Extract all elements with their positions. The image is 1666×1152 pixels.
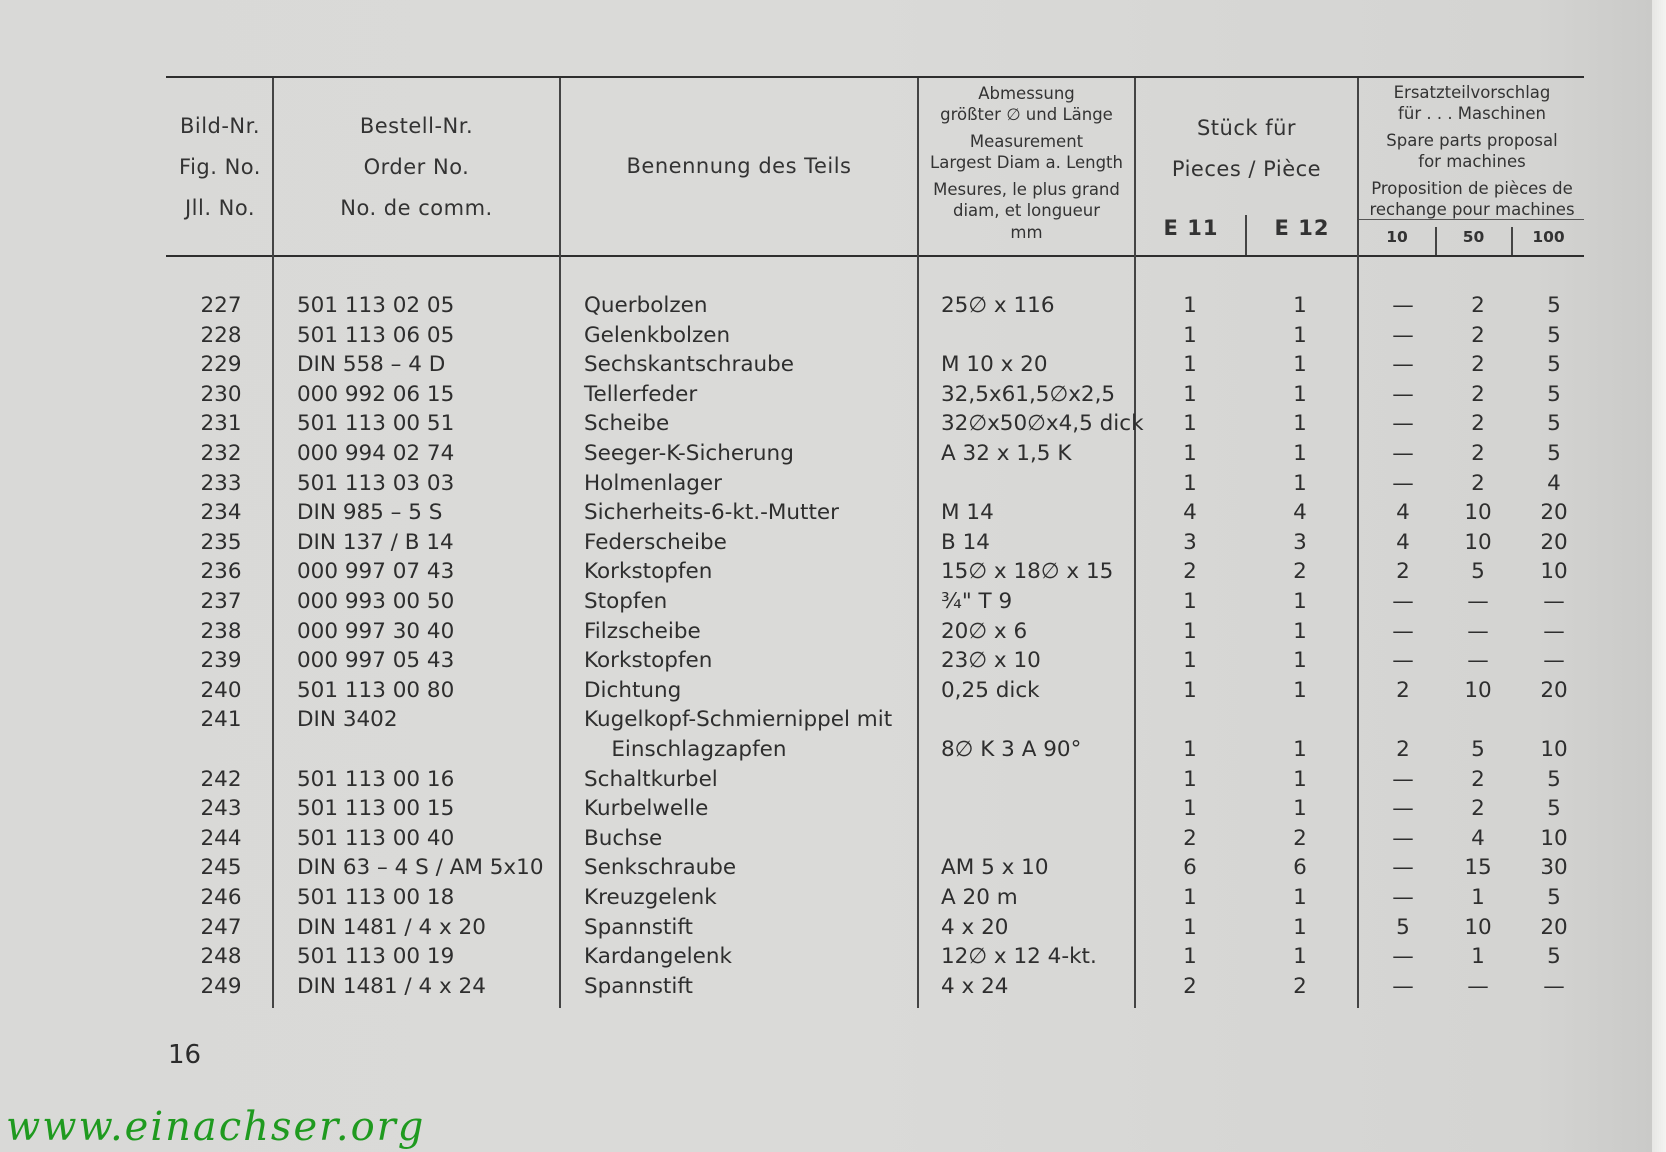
header-e11: E 11 [1163,216,1219,240]
proposal-50: — [1467,648,1489,674]
qty-e11: 1 [1183,618,1197,644]
qty-e12: 1 [1293,677,1307,703]
header-meas-unit: mm [1010,223,1043,242]
fig-no: 242 [200,766,242,792]
qty-e12: 3 [1293,529,1307,555]
proposal-100: 5 [1547,766,1561,792]
qty-e12: 1 [1293,411,1307,437]
qty-e11: 1 [1183,766,1197,792]
proposal-50: 2 [1471,411,1485,437]
proposal-100: 20 [1540,529,1568,555]
qty-e11: 1 [1183,737,1197,762]
table-row [0,350,1666,380]
part-name: Querbolzen [584,293,708,318]
header-rule [166,255,1584,257]
qty-e12: 1 [1293,381,1307,407]
qty-e11: 1 [1183,352,1197,378]
header-proposal [1359,83,1585,220]
qty-e12: 1 [1293,885,1307,910]
part-name: Sechskantschraube [584,352,794,378]
proposal-50: 2 [1471,470,1485,496]
order-no: 000 997 05 43 [297,648,455,674]
measurement: M 10 x 20 [941,352,1048,378]
fig-no: 230 [200,381,242,407]
proposal-10: — [1392,973,1414,999]
table-row [0,646,1666,676]
qty-e12: 1 [1293,766,1307,792]
table-row [0,853,1666,883]
table-row [0,617,1666,647]
proposal-100: 5 [1547,381,1561,407]
header-p10: 10 [1386,228,1408,246]
qty-e12: 1 [1293,322,1307,348]
table-row [0,676,1666,706]
qty-e12: 1 [1293,589,1307,614]
part-name: Kardangelenk [584,944,732,970]
proposal-100: 5 [1547,885,1561,910]
order-no: DIN 1481 / 4 x 20 [297,914,486,940]
proposal-50: 2 [1471,352,1485,378]
table-row [0,705,1666,735]
part-name: Schaltkurbel [584,766,718,792]
measurement: ¾" T 9 [941,589,1013,614]
part-name: Korkstopfen [584,648,713,674]
qty-e11: 1 [1183,589,1197,614]
measurement: 4 x 20 [941,914,1009,940]
header-meas-en-1: Measurement [969,132,1084,151]
proposal-10: — [1392,648,1414,674]
header-order [274,106,559,229]
fig-no: 235 [200,529,242,555]
fig-no: 234 [200,500,242,526]
proposal-50: — [1467,618,1489,644]
qty-e11: 2 [1183,825,1197,851]
order-no: DIN 1481 / 4 x 24 [297,973,486,999]
header-pieces-en-fr: Pieces / Pièce [1171,157,1322,181]
qty-e11: 1 [1183,411,1197,437]
fig-no: 228 [200,322,242,348]
qty-e11: 1 [1183,381,1197,407]
table-row [0,439,1666,469]
proposal-10: — [1392,352,1414,378]
table-row [0,409,1666,439]
qty-e12: 1 [1293,914,1307,940]
top-rule [166,76,1584,78]
watermark-link[interactable]: www.einachser.org [6,1104,426,1150]
qty-e11: 1 [1183,293,1197,318]
header-proposal-de-2: für . . . Maschinen [1398,103,1546,123]
order-no: 501 113 00 15 [297,796,455,822]
part-name: Spannstift [584,914,693,940]
header-meas-en-2: Largest Diam a. Length [930,152,1123,172]
fig-no: 248 [200,944,242,970]
fig-no: 245 [200,855,242,881]
fig-no: 229 [200,352,242,378]
part-name: Dichtung [584,677,682,703]
fig-no: 246 [200,885,242,910]
proposal-50: 15 [1464,855,1492,881]
proposal-10: — [1392,618,1414,644]
proposal-10: — [1392,293,1414,318]
qty-e12: 1 [1293,293,1307,318]
part-name: Spannstift [584,973,693,999]
measurement: AM 5 x 10 [941,855,1049,881]
order-no: 501 113 03 03 [297,470,455,496]
proposal-50: 10 [1464,500,1492,526]
proposal-10: 2 [1396,677,1410,703]
header-fig-en: Fig. No. [179,155,261,179]
measurement: 23∅ x 10 [941,648,1041,674]
fig-no: 244 [200,825,242,851]
measurement: 32∅x50∅x4,5 dick [941,411,1144,437]
table-row [0,942,1666,972]
qty-e12: 1 [1293,796,1307,822]
header-p100: 100 [1532,228,1565,246]
proposal-50: 2 [1471,322,1485,348]
order-no: 501 113 06 05 [297,322,455,348]
table-row [0,913,1666,943]
header-fig [168,106,272,229]
qty-e11: 2 [1183,973,1197,999]
proposal-10: — [1392,855,1414,881]
proposal-10: 5 [1396,914,1410,940]
measurement: 0,25 dick [941,677,1040,703]
measurement: 4 x 24 [941,973,1009,999]
qty-e11: 1 [1183,796,1197,822]
proposal-100: 4 [1547,470,1561,496]
qty-e12: 1 [1293,441,1307,466]
qty-e11: 4 [1183,500,1197,526]
proposal-50: 5 [1471,737,1485,762]
proposal-100: 20 [1540,500,1568,526]
proposal-100: — [1543,589,1565,614]
order-no: DIN 558 – 4 D [297,352,446,378]
fig-no: 227 [200,293,242,318]
fig-no: 247 [200,914,242,940]
part-name: Kugelkopf-Schmiernippel mit [584,707,893,733]
proposal-10: — [1392,381,1414,407]
proposal-50: — [1467,973,1489,999]
measurement: A 20 m [941,885,1018,910]
qty-e11: 1 [1183,470,1197,496]
proposal-100: 5 [1547,796,1561,822]
header-proposal-fr-1: Proposition de pièces de [1371,179,1573,198]
qty-e12: 6 [1293,855,1307,881]
proposal-50: 10 [1464,677,1492,703]
order-no: 000 997 07 43 [297,559,455,585]
table-row [0,735,1666,765]
part-name: Einschlagzapfen [584,737,787,762]
header-order-en: Order No. [363,155,470,179]
qty-e11: 3 [1183,529,1197,555]
fig-no: 232 [200,441,242,466]
part-name: Gelenkbolzen [584,322,731,348]
part-name: Sicherheits-6-kt.-Mutter [584,500,839,526]
table-row [0,824,1666,854]
order-no: DIN 63 – 4 S / AM 5x10 [297,855,544,881]
proposal-50: 2 [1471,766,1485,792]
proposal-10: — [1392,411,1414,437]
header-measurement [919,84,1134,244]
proposal-100: 5 [1547,322,1561,348]
qty-e11: 1 [1183,677,1197,703]
header-meas-de-2: größter ∅ und Länge [940,104,1113,124]
proposal-100: 5 [1547,441,1561,466]
measurement: 32,5x61,5∅x2,5 [941,381,1116,407]
table-row [0,469,1666,499]
table-row [0,291,1666,321]
part-name: Kreuzgelenk [584,885,717,910]
proposal-10: 4 [1396,529,1410,555]
order-no: 501 113 00 16 [297,766,455,792]
qty-e12: 4 [1293,500,1307,526]
proposal-50: 2 [1471,293,1485,318]
proposal-10: — [1392,766,1414,792]
proposal-100: 5 [1547,944,1561,970]
measurement: B 14 [941,529,990,555]
part-name: Stopfen [584,589,668,614]
proposal-10: — [1392,441,1414,466]
measurement: M 14 [941,500,994,526]
header-proposal-en-2: for machines [1418,151,1526,171]
table-row [0,557,1666,587]
qty-e12: 1 [1293,648,1307,674]
fig-no: 236 [200,559,242,585]
proposal-100: — [1543,648,1565,674]
proposal-100: 10 [1540,559,1568,585]
qty-e11: 2 [1183,559,1197,585]
proposal-10: 2 [1396,737,1410,762]
part-name: Scheibe [584,411,670,437]
table-row [0,321,1666,351]
proposal-50: 2 [1471,381,1485,407]
order-no: DIN 985 – 5 S [297,500,443,526]
qty-e12: 2 [1293,559,1307,585]
table-row [0,528,1666,558]
proposal-50: 5 [1471,559,1485,585]
table-row [0,498,1666,528]
fig-no: 240 [200,677,242,703]
fig-no: 237 [200,589,242,614]
part-name: Federscheibe [584,529,727,555]
order-no: 501 113 02 05 [297,293,455,318]
order-no: 501 113 00 18 [297,885,455,910]
table-row [0,765,1666,795]
measurement: A 32 x 1,5 K [941,441,1072,466]
header-pieces [1136,108,1357,190]
order-no: DIN 137 / B 14 [297,529,454,555]
order-no: 501 113 00 19 [297,944,455,970]
qty-e12: 1 [1293,352,1307,378]
proposal-10: 2 [1396,559,1410,585]
proposal-100: 20 [1540,677,1568,703]
table-row [0,794,1666,824]
proposal-100: — [1543,973,1565,999]
part-name: Seeger-K-Sicherung [584,441,794,466]
proposal-10: 4 [1396,500,1410,526]
qty-e11: 1 [1183,944,1197,970]
proposal-50: 4 [1471,825,1485,851]
fig-no: 233 [200,470,242,496]
proposal-50: 10 [1464,914,1492,940]
qty-e11: 6 [1183,855,1197,881]
header-proposal-fr-2: rechange pour machines [1369,199,1575,219]
proposal-10: — [1392,322,1414,348]
proposal-50: 10 [1464,529,1492,555]
proposal-100: 20 [1540,914,1568,940]
proposal-100: 10 [1540,737,1568,762]
part-name: Holmenlager [584,470,722,496]
qty-e11: 1 [1183,322,1197,348]
proposal-100: — [1543,618,1565,644]
page-number: 16 [168,1040,202,1070]
part-name: Senkschraube [584,855,737,881]
fig-no: 239 [200,648,242,674]
order-no: 501 113 00 51 [297,411,455,437]
header-order-de: Bestell-Nr. [359,114,474,138]
qty-e11: 1 [1183,648,1197,674]
order-no: 000 992 06 15 [297,381,455,407]
proposal-10: — [1392,470,1414,496]
header-fig-fr: Jll. No. [184,196,256,220]
qty-e12: 2 [1293,825,1307,851]
header-proposal-en-1: Spare parts proposal [1386,131,1558,150]
qty-e11: 1 [1183,885,1197,910]
table-row [0,972,1666,1002]
qty-e12: 1 [1293,470,1307,496]
proposal-50: 1 [1471,944,1485,970]
qty-e12: 1 [1293,618,1307,644]
qty-e11: 1 [1183,914,1197,940]
header-meas-de-1: Abmessung [978,84,1075,103]
part-name: Filzscheibe [584,618,701,644]
fig-no: 238 [200,618,242,644]
proposal-50: 2 [1471,441,1485,466]
measurement: 15∅ x 18∅ x 15 [941,559,1114,585]
order-no: 000 994 02 74 [297,441,455,466]
header-part-name: Benennung des Teils [626,154,852,178]
proposal-50: 1 [1471,885,1485,910]
order-no: 501 113 00 80 [297,677,455,703]
header-meas-fr-1: Mesures, le plus grand [933,180,1120,199]
proposal-50: 2 [1471,796,1485,822]
measurement: 12∅ x 12 4-kt. [941,944,1097,970]
proposal-100: 5 [1547,352,1561,378]
header-p50: 50 [1462,228,1485,246]
fig-no: 241 [200,707,242,733]
proposal-100: 5 [1547,293,1561,318]
header-meas-fr-2: diam, et longueur [952,200,1101,220]
order-no: 501 113 00 40 [297,825,455,851]
fig-no: 243 [200,796,242,822]
order-no: DIN 3402 [297,707,398,733]
header-fig-de: Bild-Nr. [179,114,261,138]
proposal-100: 10 [1540,825,1568,851]
proposal-100: 30 [1540,855,1568,881]
fig-no: 231 [200,411,242,437]
header-pieces-de: Stück für [1196,116,1297,140]
measurement: 25∅ x 116 [941,293,1055,318]
header-order-fr: No. de comm. [340,196,493,220]
part-name: Kurbelwelle [584,796,709,822]
header-e12: E 12 [1274,216,1330,240]
table-row [0,587,1666,617]
proposal-10: — [1392,796,1414,822]
fig-no: 249 [200,973,242,999]
proposal-10: — [1392,825,1414,851]
proposal-100: 5 [1547,411,1561,437]
qty-e11: 1 [1183,441,1197,466]
header-proposal-de-1: Ersatzteilvorschlag [1393,83,1551,102]
part-name: Buchse [584,825,663,851]
proposal-10: — [1392,885,1414,910]
order-no: 000 997 30 40 [297,618,455,644]
qty-e12: 1 [1293,737,1307,762]
proposal-10: — [1392,589,1414,614]
part-name: Korkstopfen [584,559,713,585]
qty-e12: 2 [1293,973,1307,999]
measurement: 20∅ x 6 [941,618,1028,644]
order-no: 000 993 00 50 [297,589,455,614]
proposal-10: — [1392,944,1414,970]
table-row [0,380,1666,410]
proposal-50: — [1467,589,1489,614]
table-row [0,883,1666,913]
qty-e12: 1 [1293,944,1307,970]
part-name: Tellerfeder [584,381,698,407]
measurement: 8∅ K 3 A 90° [941,737,1082,762]
